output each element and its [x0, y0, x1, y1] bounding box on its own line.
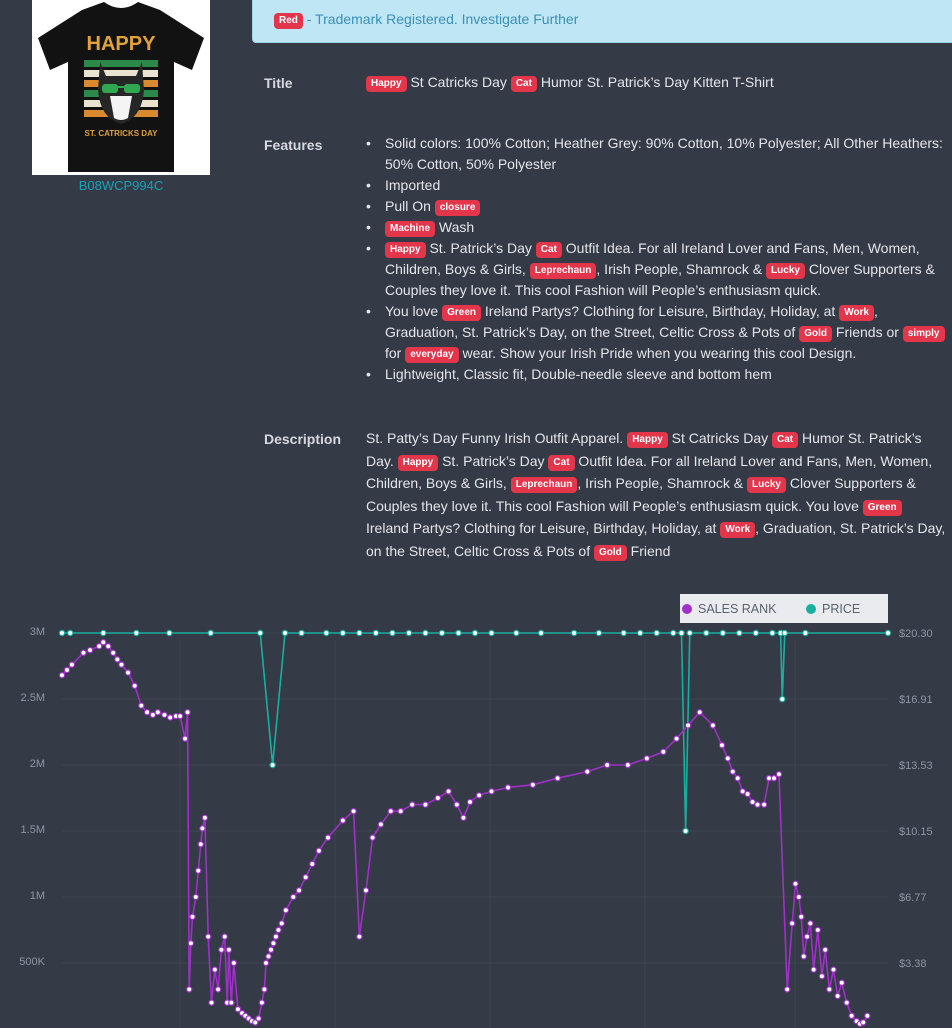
sales-rank-point[interactable] — [69, 662, 74, 667]
sales-rank-point[interactable] — [370, 835, 375, 840]
shirt-text-bottom: ST. CATRICKS DAY — [84, 129, 158, 138]
text-fragment: St. Patrick’s Day — [438, 452, 549, 469]
sales-rank-dot-icon — [682, 604, 692, 614]
sales-rank-point[interactable] — [206, 934, 211, 939]
text-fragment: St Catricks Day — [406, 74, 511, 90]
sales-rank-point[interactable] — [644, 756, 649, 761]
text-fragment: , Graduation, St. Patrick’s Day, on the Street, Celtic Cross & Pots of — [385, 303, 878, 340]
keyword-badge: Machine — [385, 221, 435, 237]
sales-rank-point[interactable] — [530, 782, 535, 787]
price-point[interactable] — [340, 630, 345, 635]
sales-rank-point[interactable] — [198, 842, 203, 847]
price-point[interactable] — [780, 697, 785, 702]
price-point[interactable] — [167, 630, 172, 635]
price-point[interactable] — [456, 630, 461, 635]
sales-rank-point[interactable] — [378, 822, 383, 827]
sales-rank-point[interactable] — [435, 795, 440, 800]
chart-legend — [680, 594, 888, 623]
sales-rank-point[interactable] — [740, 789, 745, 794]
sales-rank-point[interactable] — [697, 710, 702, 715]
keyword-badge: Lucky — [766, 263, 805, 279]
sales-rank-point[interactable] — [745, 791, 750, 796]
price-point[interactable] — [101, 630, 106, 635]
price-point[interactable] — [514, 630, 519, 635]
sales-rank-point[interactable] — [296, 888, 301, 893]
sales-rank-point[interactable] — [467, 799, 472, 804]
sales-rank-point[interactable] — [209, 1000, 214, 1005]
sales-rank-point[interactable] — [823, 947, 828, 952]
sales-rank-point[interactable] — [168, 715, 173, 720]
features-label: Features — [264, 137, 323, 153]
price-point[interactable] — [357, 630, 362, 635]
price-point[interactable] — [885, 630, 890, 635]
price-point[interactable] — [737, 630, 742, 635]
price-point[interactable] — [390, 630, 395, 635]
price-point[interactable] — [803, 630, 808, 635]
sales-rank-point[interactable] — [200, 826, 205, 831]
sales-rank-point[interactable] — [555, 776, 560, 781]
price-point[interactable] — [753, 630, 758, 635]
title-label: Title — [264, 75, 293, 91]
sales-rank-point[interactable] — [674, 736, 679, 741]
price-point[interactable] — [472, 630, 477, 635]
price-point[interactable] — [704, 630, 709, 635]
price-point[interactable] — [282, 630, 287, 635]
sales-rank-point[interactable] — [316, 848, 321, 853]
right-axis-tick: $3.38 — [899, 958, 927, 970]
sales-rank-point[interactable] — [801, 954, 806, 959]
keyword-badge: simply — [903, 326, 945, 342]
sales-rank-point[interactable] — [64, 667, 69, 672]
sales-rank-point[interactable] — [310, 861, 315, 866]
text-fragment: Ireland Partys? Clothing for Leisure, Birthday, Holiday, at — [366, 520, 721, 536]
sales-rank-point[interactable] — [271, 941, 276, 946]
keyword-badge: Cat — [548, 455, 574, 471]
keyword-badge: Leprechaun — [530, 263, 597, 279]
sales-rank-point[interactable] — [605, 762, 610, 767]
sales-rank-point[interactable] — [750, 799, 755, 804]
right-axis-tick: $10.15 — [899, 825, 933, 838]
sales-rank-point[interactable] — [771, 776, 776, 781]
keyword-badge: everyday — [405, 347, 458, 363]
sales-rank-point[interactable] — [340, 818, 345, 823]
keyword-badge: Cat — [511, 76, 537, 92]
sales-rank-point[interactable] — [229, 1000, 234, 1005]
sales-rank-point[interactable] — [849, 1013, 854, 1018]
keyword-badge: Cat — [536, 242, 562, 258]
sales-rank-point[interactable] — [212, 967, 217, 972]
sales-rank-point[interactable] — [388, 809, 393, 814]
sales-rank-point[interactable] — [193, 894, 198, 899]
right-axis-tick: $16.91 — [899, 694, 933, 707]
shirt-text-top: HAPPY — [86, 33, 156, 55]
sales-rank-point[interactable] — [216, 987, 221, 992]
sales-rank-point[interactable] — [762, 802, 767, 807]
sales-rank-point[interactable] — [222, 934, 227, 939]
keyword-badge: Cat — [772, 432, 798, 448]
sales-rank-point[interactable] — [119, 662, 124, 667]
text-fragment: Outfit Idea. For all Ireland Lover and Fans, Men, Women, Children, Boys & Girls, — [385, 240, 920, 277]
sales-rank-point[interactable] — [59, 673, 64, 678]
description-label: Description — [264, 431, 342, 447]
price-point[interactable] — [299, 630, 304, 635]
sales-rank-point[interactable] — [625, 762, 630, 767]
price-point[interactable] — [423, 630, 428, 635]
text-fragment: Clover Supporters & Couples they love it. This cool Fashion will People’s enthusiasm quick. You love — [366, 475, 916, 514]
sales-rank-point[interactable] — [351, 809, 356, 814]
sales-rank-point[interactable] — [686, 723, 691, 728]
sales-rank-point[interactable] — [283, 908, 288, 913]
sales-rank-point[interactable] — [273, 934, 278, 939]
sales-rank-point[interactable] — [804, 934, 809, 939]
sales-rank-point[interactable] — [363, 888, 368, 893]
price-point[interactable] — [621, 630, 626, 635]
price-point[interactable] — [596, 630, 601, 635]
price-point[interactable] — [654, 630, 659, 635]
price-point[interactable] — [770, 630, 775, 635]
sales-rank-point[interactable] — [661, 749, 666, 754]
price-point[interactable] — [324, 630, 329, 635]
text-fragment: St. Patty’s Day Funny Irish Outfit Apparel. — [366, 430, 628, 446]
price-point[interactable] — [687, 630, 692, 635]
sales-rank-point[interactable] — [185, 710, 190, 715]
keyword-badge: Gold — [799, 326, 832, 342]
sales-rank-point[interactable] — [461, 815, 466, 820]
keyword-badge: closure — [435, 200, 481, 216]
sales-rank-point[interactable] — [790, 921, 795, 926]
price-point[interactable] — [671, 630, 676, 635]
sales-rank-point[interactable] — [132, 683, 137, 688]
sales-rank-point[interactable] — [144, 710, 149, 715]
sales-rank-point[interactable] — [178, 714, 183, 719]
text-fragment: Solid colors: 100% Cotton; Heather Grey: 90% Cotton, 10% Polyester; All Other Heathers: 50% Cotton, 50% Polyester — [385, 135, 943, 172]
sales-rank-point[interactable] — [111, 650, 116, 655]
keyword-badge: Leprechaun — [511, 477, 578, 493]
right-axis-tick: $20.30 — [899, 628, 933, 640]
sales-rank-point[interactable] — [155, 710, 160, 715]
sales-rank-point[interactable] — [101, 640, 106, 645]
price-point[interactable] — [373, 630, 378, 635]
price-point[interactable] — [270, 762, 275, 767]
legend-sales-rank[interactable] — [682, 602, 777, 616]
sales-rank-point[interactable] — [81, 650, 86, 655]
sales-rank-point[interactable] — [725, 756, 730, 761]
sales-rank-point[interactable] — [115, 657, 120, 662]
keyword-badge: Happy — [366, 76, 407, 92]
sales-rank-point[interactable] — [190, 914, 195, 919]
text-fragment: Outfit Idea. For all Ireland Lover and Fans, Men, Women, Children, Boys & Girls, — [366, 452, 933, 491]
sales-rank-point[interactable] — [256, 1016, 261, 1021]
text-fragment: Friend — [626, 542, 671, 559]
price-point[interactable] — [720, 630, 725, 635]
price-point[interactable] — [683, 828, 688, 833]
price-point[interactable] — [406, 630, 411, 635]
text-fragment: St. Patrick’s Day — [425, 240, 536, 256]
sales-rank-point[interactable] — [477, 793, 482, 798]
sales-rank-point[interactable] — [730, 769, 735, 774]
sales-rank-point[interactable] — [811, 967, 816, 972]
price-dot-icon — [806, 604, 816, 614]
sales-rank-point[interactable] — [139, 703, 144, 708]
sales-rank-point[interactable] — [865, 1013, 870, 1018]
legend-price-label: PRICE — [822, 602, 861, 616]
sales-rank-point[interactable] — [162, 712, 167, 717]
sales-rank-point[interactable] — [106, 644, 111, 649]
right-axis-tick: $13.53 — [899, 760, 933, 773]
sales-rank-point[interactable] — [489, 789, 494, 794]
price-point[interactable] — [258, 630, 263, 635]
asin-link[interactable]: B08WCP994C — [78, 178, 164, 193]
sales-rank-point[interactable] — [793, 881, 798, 886]
sales-rank-point[interactable] — [188, 941, 193, 946]
sales-rank-point[interactable] — [303, 875, 308, 880]
sales-rank-point[interactable] — [808, 921, 813, 926]
price-point[interactable] — [208, 630, 213, 635]
price-point[interactable] — [572, 630, 577, 635]
text-fragment: for — [385, 345, 406, 361]
sales-rank-point[interactable] — [279, 921, 284, 926]
keyword-badge: Happy — [627, 432, 668, 448]
keyword-badge: Work — [720, 522, 755, 538]
sales-rank-point[interactable] — [202, 815, 207, 820]
sales-rank-point[interactable] — [861, 1020, 866, 1025]
sales-rank-point[interactable] — [226, 947, 231, 952]
left-axis-tick: 2.5M — [20, 692, 45, 704]
sales-rank-point[interactable] — [839, 980, 844, 985]
sales-rank-point[interactable] — [268, 947, 273, 952]
sales-rank-point[interactable] — [150, 712, 155, 717]
sales-rank-point[interactable] — [423, 802, 428, 807]
left-axis-tick: 1M — [29, 890, 45, 902]
sales-rank-point[interactable] — [276, 927, 281, 932]
sales-rank-point[interactable] — [827, 987, 832, 992]
price-point[interactable] — [68, 630, 73, 635]
sales-rank-point[interactable] — [710, 723, 715, 728]
sales-rank-point[interactable] — [263, 960, 268, 965]
keyword-badge: Happy — [385, 242, 426, 258]
text-fragment: Wash — [435, 219, 475, 235]
sales-rank-point[interactable] — [585, 769, 590, 774]
text-fragment: wear. Show your Irish Pride when you wearing this cool Design. — [458, 345, 857, 361]
sales-rank-point[interactable] — [410, 802, 415, 807]
sales-rank-point[interactable] — [835, 993, 840, 998]
sales-rank-point[interactable] — [259, 1000, 264, 1005]
legend-sales-rank-label: SALES RANK — [698, 602, 777, 616]
price-point[interactable] — [489, 630, 494, 635]
sales-rank-point[interactable] — [87, 648, 92, 653]
text-fragment: , Irish People, Shamrock & — [596, 261, 767, 277]
keyword-badge: Gold — [594, 545, 627, 561]
text-fragment: , Graduation, St. Patrick’s Day, on the Street, Celtic Cross & Pots of — [366, 520, 946, 559]
sales-rank-point[interactable] — [755, 802, 760, 807]
sales-rank-point[interactable] — [785, 987, 790, 992]
sales-rank-point[interactable] — [815, 927, 820, 932]
keyword-badge: Green — [442, 305, 481, 321]
text-fragment: Ireland Partys? Clothing for Leisure, Birthday, Holiday, at — [481, 303, 840, 319]
sales-rank-point[interactable] — [796, 894, 801, 899]
sales-rank-point[interactable] — [505, 785, 510, 790]
sales-rank-point[interactable] — [357, 934, 362, 939]
left-axis-tick: 1.5M — [20, 824, 45, 836]
sales-rank-point[interactable] — [735, 776, 740, 781]
text-fragment: Friends or — [832, 324, 903, 340]
text-fragment: , Irish People, Shamrock & — [577, 475, 748, 491]
sales-rank-point[interactable] — [187, 987, 192, 992]
price-point[interactable] — [134, 630, 139, 635]
price-point[interactable] — [679, 630, 684, 635]
price-point[interactable] — [782, 630, 787, 635]
left-axis-tick: 3M — [29, 626, 45, 638]
sales-rank-point[interactable] — [776, 772, 781, 777]
price-point[interactable] — [439, 630, 444, 635]
legend-price[interactable] — [806, 602, 860, 616]
keyword-badge: Lucky — [747, 477, 786, 493]
sales-rank-point[interactable] — [446, 789, 451, 794]
text-fragment: Lightweight, Classic fit, Double-needle sleeve and bottom hem — [385, 366, 772, 382]
sales-rank-point[interactable] — [266, 954, 271, 959]
right-axis-tick: $6.77 — [899, 891, 927, 904]
text-fragment: Pull On — [385, 198, 435, 214]
text-fragment: Humor St. Patrick’s Day Kitten T-Shirt — [536, 74, 774, 90]
sales-rank-point[interactable] — [125, 670, 130, 675]
sales-rank-point[interactable] — [219, 947, 224, 952]
text-fragment: You love — [385, 303, 443, 319]
sales-rank-point[interactable] — [182, 736, 187, 741]
keyword-badge: Green — [863, 500, 902, 516]
alert-badge: Red — [274, 13, 303, 29]
sales-rank-point[interactable] — [231, 960, 236, 965]
sales-rank-point[interactable] — [799, 914, 804, 919]
price-point[interactable] — [59, 630, 64, 635]
price-point[interactable] — [638, 630, 643, 635]
left-axis-tick: 500K — [19, 956, 45, 968]
text-fragment: Clover Supporters & Couples they love it. This cool Fashion will People’s enthusiasm quick. — [385, 261, 935, 298]
sales-rank-point[interactable] — [196, 868, 201, 873]
sales-rank-point[interactable] — [831, 967, 836, 972]
sales-rank-point[interactable] — [819, 974, 824, 979]
price-point[interactable] — [538, 630, 543, 635]
sales-rank-point[interactable] — [454, 802, 459, 807]
sales-rank-point[interactable] — [291, 894, 296, 899]
keyword-badge: Work — [839, 305, 874, 321]
sales-rank-point[interactable] — [262, 987, 267, 992]
alert-text: - Trademark Registered. Investigate Further — [302, 11, 579, 27]
text-fragment: St Catricks Day — [667, 430, 772, 446]
sales-rank-point[interactable] — [325, 835, 330, 840]
sales-rank-point[interactable] — [398, 809, 403, 814]
sales-rank-point[interactable] — [719, 743, 724, 748]
text-fragment: Imported — [385, 177, 441, 193]
keyword-badge: Happy — [398, 455, 439, 471]
text-fragment: Humor St. Patrick’s Day. — [366, 430, 922, 469]
left-axis-tick: 2M — [29, 758, 45, 770]
sales-rank-point[interactable] — [844, 1000, 849, 1005]
